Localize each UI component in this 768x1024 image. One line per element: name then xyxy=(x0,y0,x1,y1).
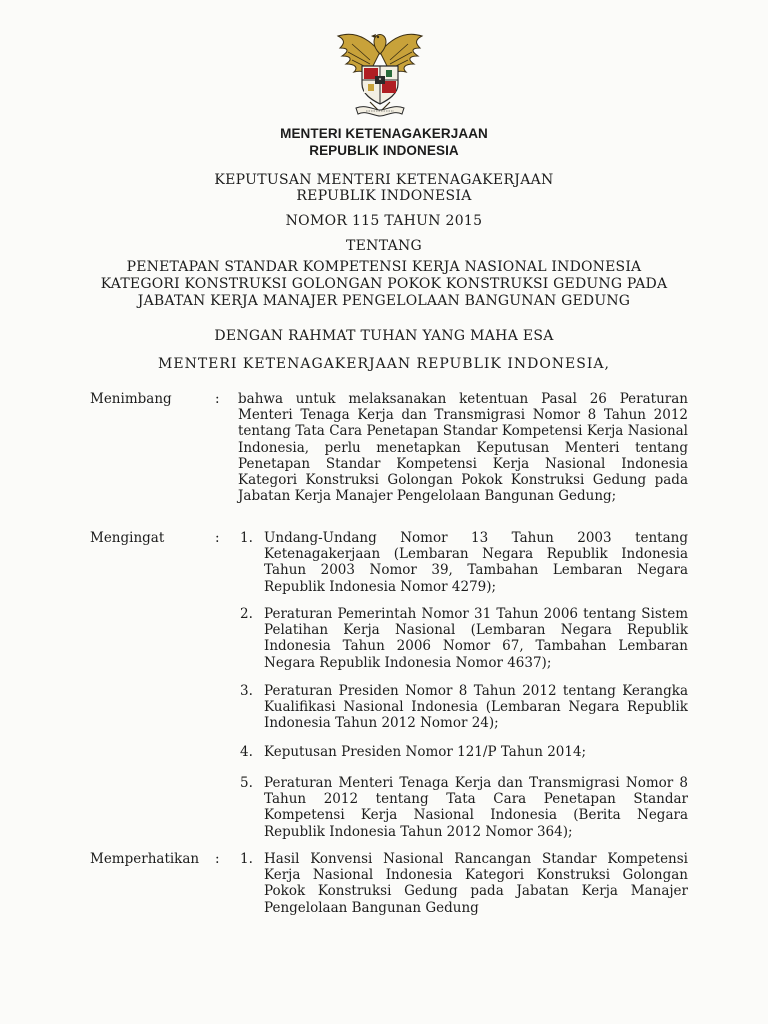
list-item-text: Peraturan Presiden Nomor 8 Tahun 2012 tentang Kerangka Kualifikasi Nasional Indonesia (Lembaran Negara Republik Indonesia Tahun 2012 Nomor 24); xyxy=(264,683,688,732)
list-item-number: 1. xyxy=(240,851,253,867)
memperhatikan-label: Memperhatikan xyxy=(90,851,200,867)
decree-subject-line: KATEGORI KONSTRUKSI GOLONGAN POKOK KONSTRUKSI GEDUNG PADA xyxy=(100,276,668,292)
mengingat-item xyxy=(240,683,688,732)
minister-line: MENTERI KETENAGAKERJAAN REPUBLIK INDONESIA, xyxy=(158,356,610,372)
mengingat-label: Mengingat xyxy=(90,530,165,546)
issuer-line-1: MENTERI KETENAGAKERJAAN xyxy=(280,126,488,141)
list-item-number: 2. xyxy=(240,606,253,622)
list-item-text: Hasil Konvensi Nasional Rancangan Standar Kompetensi Kerja Nasional Indonesia Kategori Konstruksi Golongan Pokok Konstruksi Gedung pada Jabatan Kerja Manajer Pengelolaan Bangunan Gedung xyxy=(264,851,688,916)
menimbang-colon: : xyxy=(215,391,220,407)
list-item-text: Peraturan Pemerintah Nomor 31 Tahun 2006 tentang Sistem Pelatihan Kerja Nasional (Lembaran Negara Republik Indonesia Tahun 2006 Nomor 67, Tambahan Lembaran Negara Republik Indonesia Nomor 4637); xyxy=(264,606,688,671)
list-item-number: 1. xyxy=(240,530,253,546)
decree-subject xyxy=(0,259,768,310)
decree-title-line-2: REPUBLIK INDONESIA xyxy=(296,188,472,204)
decree-subject-line: JABATAN KERJA MANAJER PENGELOLAAN BANGUNAN GEDUNG xyxy=(137,293,631,309)
memperhatikan-colon: : xyxy=(215,851,220,867)
mengingat-item xyxy=(240,775,688,840)
menimbang-text: bahwa untuk melaksanakan ketentuan Pasal 26 Peraturan Menteri Tenaga Kerja dan Transmigrasi Nomor 8 Tahun 2012 tentang Tata Cara Penetapan Standar Kompetensi Kerja Nasional Indonesia, perlu menetapkan Keputusan Menteri tentang Penetapan Standar Kompetensi Kerja Nasional Indonesia Kategori Konstruksi Golongan Pokok Konstruksi Gedung pada Jabatan Kerja Manajer Pengelolaan Bangunan Gedung; xyxy=(238,391,688,505)
garuda-emblem-icon xyxy=(330,22,430,120)
list-item-number: 5. xyxy=(240,775,253,791)
decree-about: TENTANG xyxy=(345,238,423,254)
memperhatikan-item xyxy=(240,851,688,916)
decree-title-line-1: KEPUTUSAN MENTERI KETENAGAKERJAAN xyxy=(214,172,554,188)
list-item-text: Keputusan Presiden Nomor 121/P Tahun 2014; xyxy=(264,744,587,760)
blessing-line: DENGAN RAHMAT TUHAN YANG MAHA ESA xyxy=(214,328,554,344)
issuer-line-2: REPUBLIK INDONESIA xyxy=(309,143,459,158)
menimbang-label: Menimbang xyxy=(90,391,172,407)
mengingat-item xyxy=(240,606,688,671)
list-item-number: 4. xyxy=(240,744,253,760)
list-item-number: 3. xyxy=(240,683,253,699)
mengingat-item xyxy=(240,530,688,595)
list-item-text: Undang-Undang Nomor 13 Tahun 2003 tentang Ketenagakerjaan (Lembaran Negara Republik Indonesia Tahun 2003 Nomor 39, Tambahan Lembaran Negara Republik Indonesia Nomor 4279); xyxy=(264,530,688,595)
decree-subject-line: PENETAPAN STANDAR KOMPETENSI KERJA NASIONAL INDONESIA xyxy=(126,259,642,275)
mengingat-colon: : xyxy=(215,530,220,546)
list-item-text: Peraturan Menteri Tenaga Kerja dan Transmigrasi Nomor 8 Tahun 2012 tentang Tata Cara Penetapan Standar Kompetensi Kerja Nasional Indonesia (Berita Negara Republik Indonesia Tahun 2012 Nomor 364); xyxy=(264,775,688,840)
decree-number: NOMOR 115 TAHUN 2015 xyxy=(285,213,483,229)
mengingat-item xyxy=(240,744,688,760)
